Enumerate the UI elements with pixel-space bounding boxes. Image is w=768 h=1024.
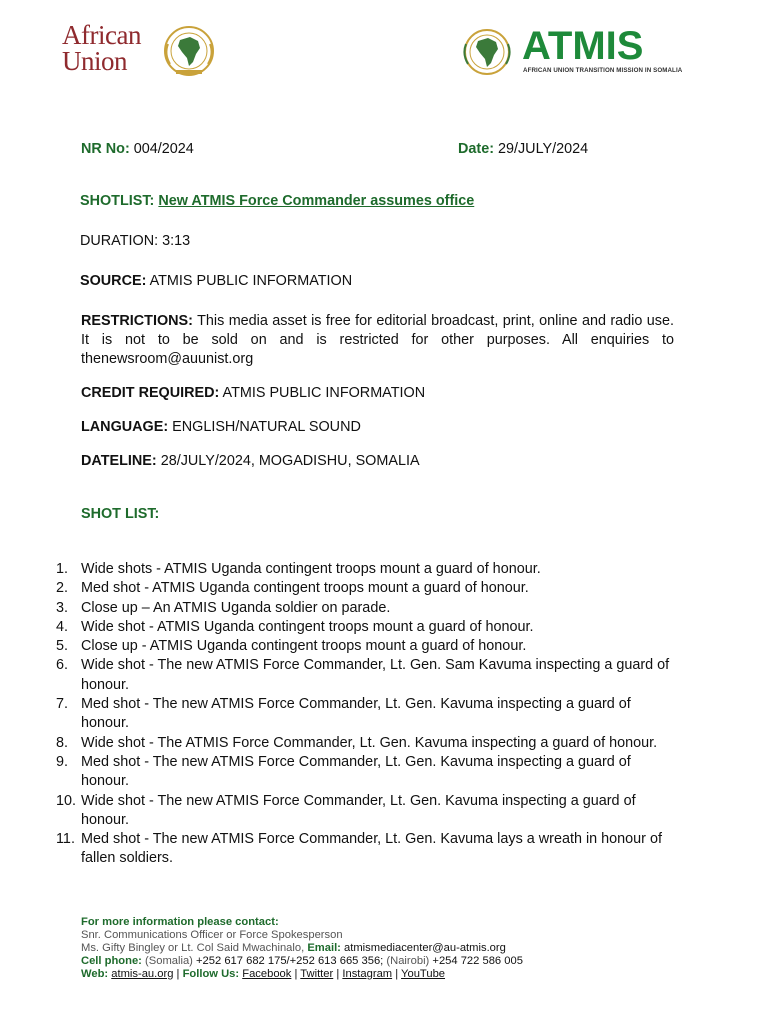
- list-item-number: 4.: [56, 618, 69, 635]
- nr-value: 004/2024: [133, 141, 194, 157]
- contact-heading: For more information please contact:: [81, 916, 279, 928]
- list-item: [0, 637, 681, 656]
- list-item-number: 7.: [56, 696, 69, 713]
- contact-names: Ms. Gifty Bingley or Lt. Col Said Mwachinalo,: [81, 942, 305, 954]
- list-item: [0, 695, 681, 734]
- credit-value: ATMIS PUBLIC INFORMATION: [222, 385, 426, 401]
- date-label: Date:: [458, 141, 494, 157]
- cell-nairobi: +254 722 586 005: [432, 955, 523, 967]
- list-item: [0, 753, 681, 792]
- language-value: ENGLISH/NATURAL SOUND: [172, 419, 361, 435]
- restrictions: [81, 312, 674, 369]
- au-logo-line1: African: [62, 20, 141, 50]
- atmis-logo: [460, 22, 690, 82]
- separator: |: [294, 968, 298, 980]
- list-item-text: Med shot - ATMIS Uganda contingent troops mount a guard of honour.: [81, 580, 529, 597]
- dateline-value: 28/JULY/2024, MOGADISHU, SOMALIA: [160, 453, 420, 469]
- list-item: [0, 560, 681, 579]
- source-value: ATMIS PUBLIC INFORMATION: [149, 273, 353, 289]
- web-line: [81, 968, 523, 981]
- list-item-number: 8.: [56, 734, 69, 751]
- cell-somalia-label: (Somalia): [145, 955, 193, 967]
- contact-email[interactable]: atmismediacenter@au-atmis.org: [344, 942, 506, 954]
- atmis-logo-word: ATMIS: [522, 24, 644, 68]
- list-item-text: Wide shot - The new ATMIS Force Commander, Lt. Gen. Sam Kavuma inspecting a guard of honour.: [81, 657, 670, 693]
- cell-phone-line: [81, 955, 523, 968]
- list-item-number: 10.: [56, 792, 77, 809]
- duration: DURATION: 3:13: [80, 233, 191, 249]
- credit-label: CREDIT REQUIRED:: [81, 385, 220, 401]
- nr-number: [81, 140, 194, 159]
- au-logo-line2: Union: [62, 46, 127, 76]
- list-item-number: 6.: [56, 657, 69, 674]
- language-label: LANGUAGE:: [81, 419, 169, 435]
- list-item-number: 5.: [56, 638, 69, 655]
- list-item: [0, 579, 681, 598]
- list-item: [0, 656, 681, 695]
- restrictions-label: RESTRICTIONS:: [81, 313, 193, 329]
- separator: |: [336, 968, 340, 980]
- contact-role: Snr. Communications Officer or Force Spokesperson: [81, 929, 343, 941]
- web-label: Web:: [81, 968, 109, 980]
- shotlist-title: New ATMIS Force Commander assumes office: [158, 193, 475, 209]
- list-item-text: Wide shot - The ATMIS Force Commander, Lt. Gen. Kavuma inspecting a guard of honour.: [81, 734, 658, 751]
- youtube-link[interactable]: YouTube: [401, 968, 446, 980]
- dateline-label: DATELINE:: [81, 453, 157, 469]
- source-label: SOURCE:: [80, 273, 147, 289]
- cell-somalia: +252 617 682 175/+252 613 665 356;: [196, 955, 384, 967]
- cell-label: Cell phone:: [81, 955, 142, 967]
- contact-names-line: [81, 942, 523, 955]
- separator: |: [395, 968, 399, 980]
- list-item: [0, 830, 681, 869]
- credit-required: [81, 384, 425, 403]
- follow-label: Follow Us:: [182, 968, 240, 980]
- email-label: Email:: [307, 942, 341, 954]
- language: [81, 418, 361, 437]
- atmis-logo-subtitle: AFRICAN UNION TRANSITION MISSION IN SOMALIA: [523, 67, 683, 74]
- list-item-text: Close up - ATMIS Uganda contingent troops mount a guard of honour.: [81, 638, 527, 655]
- list-item-text: Wide shot - ATMIS Uganda contingent troops mount a guard of honour.: [81, 618, 534, 635]
- instagram-link[interactable]: Instagram: [342, 968, 393, 980]
- list-item-text: Close up – An ATMIS Uganda soldier on parade.: [81, 599, 391, 616]
- list-item-text: Wide shots - ATMIS Uganda contingent troops mount a guard of honour.: [81, 561, 541, 577]
- list-item: [0, 734, 681, 753]
- list-item: [0, 599, 681, 618]
- list-item-number: 1.: [56, 561, 69, 577]
- au-emblem-icon: [160, 24, 218, 78]
- shot-list-label: SHOT LIST:: [81, 506, 160, 522]
- list-item-text: Med shot - The new ATMIS Force Commander, Lt. Gen. Kavuma inspecting a guard of honour.: [81, 753, 631, 790]
- source: [80, 272, 352, 291]
- facebook-link[interactable]: Facebook: [242, 968, 292, 980]
- separator: |: [176, 968, 180, 980]
- restrictions-text: This media asset is free for editorial broadcast, print, online and radio use. It is not to be sold on and is restricted for other purposes. All enquiries to thenewsroom@auunist.org: [81, 313, 674, 367]
- list-item-text: Med shot - The new ATMIS Force Commander, Lt. Gen. Kavuma inspecting a guard of honour.: [81, 696, 631, 732]
- list-item-number: 3.: [56, 599, 69, 616]
- list-item-number: 2.: [56, 580, 69, 597]
- list-item-number: 11.: [56, 831, 75, 848]
- african-union-logo: [62, 22, 222, 82]
- list-item: [0, 792, 681, 831]
- shotlist-heading: [80, 192, 474, 211]
- dateline: [81, 452, 420, 471]
- shotlist-label: SHOTLIST:: [80, 193, 155, 209]
- contact-footer: [81, 916, 523, 981]
- date-value: 29/JULY/2024: [497, 141, 589, 157]
- atmis-emblem-icon: [460, 26, 518, 78]
- twitter-link[interactable]: Twitter: [300, 968, 334, 980]
- au-logo-text: [62, 22, 141, 74]
- release-date: [458, 140, 588, 159]
- list-item-number: 9.: [56, 753, 69, 770]
- list-item-text: Med shot - The new ATMIS Force Commander, Lt. Gen. Kavuma lays a wreath in honour of fallen soldiers.: [81, 831, 662, 867]
- list-item: [0, 618, 681, 637]
- cell-nairobi-label: (Nairobi): [386, 955, 430, 967]
- shot-list: [0, 560, 700, 869]
- nr-label: NR No:: [81, 141, 130, 157]
- web-link[interactable]: atmis-au.org: [111, 968, 174, 980]
- list-item-text: Wide shot - The new ATMIS Force Commander, Lt. Gen. Kavuma inspecting a guard of honour.: [81, 792, 636, 828]
